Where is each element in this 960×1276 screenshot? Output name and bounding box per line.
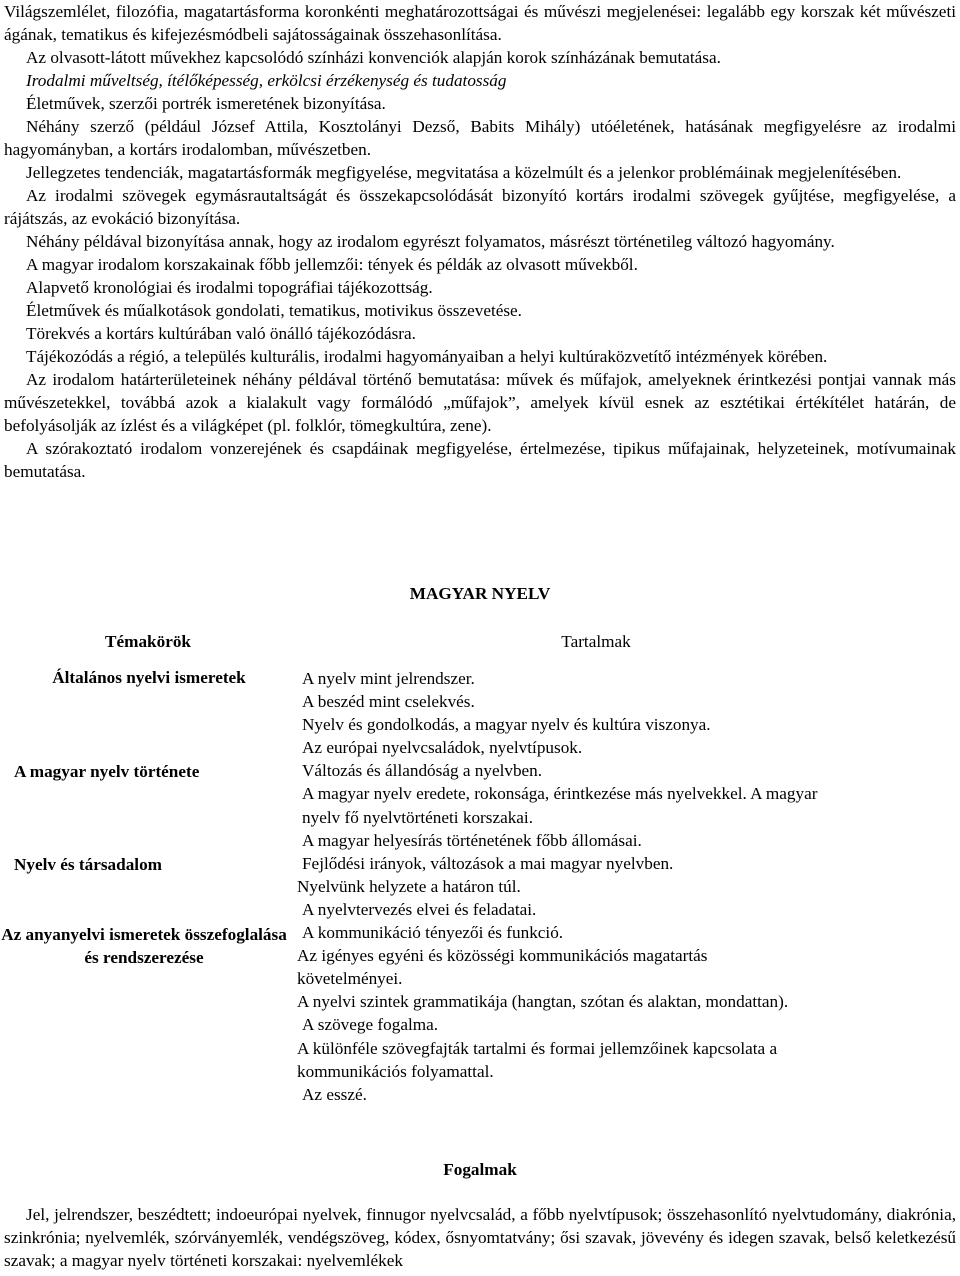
contents-list — [297, 667, 857, 1106]
content-item: Az európai nyelvcsaládok, nyelvtípusok. — [302, 738, 583, 758]
paragraph: Az irodalmi szövegek egymásrautaltságát és összekapcsolódását bizonyító kortárs irodalmi szövegek gyűjtése, megfigyelése, a rájátszás, az evokáció bizonyítása. — [4, 186, 956, 228]
intro-section — [4, 0, 956, 483]
paragraph: Néhány példával bizonyítása annak, hogy az irodalom egyrészt folyamatos, másrészt történetileg változó hagyomány. — [26, 232, 835, 251]
paragraph: Törekvés a kortárs kultúrában való önálló tájékozódásra. — [26, 324, 416, 343]
paragraph: Jellegzetes tendenciák, magatartásformák megfigyelése, megvitatása a közelmúlt és a jelenkor problémáinak megjelenítésében. — [26, 163, 902, 182]
content-item: Nyelvünk helyzete a határon túl. — [297, 876, 521, 896]
subheading-italic: Irodalmi műveltség, ítélőképesség, erkölcsi érzékenység és tudatosság — [26, 71, 507, 90]
paragraph: A szórakoztató irodalom vonzerejének és csapdáinak megfigyelése, értelmezése, tipikus műfajainak, helyzeteinek, motívumainak bemutatása. — [4, 439, 956, 481]
glossary-text: Jel, jelrendszer, beszédtett; indoeurópai nyelvek, finnugor nyelvcsalád, a főbb nyelvtípusok; összehasonlító nyelvtudomány, diakrónia, szinkrónia; nyelvemlék, szórványemlék, vendégszöveg, kódex, ősnyomtatvány; ősi szavak, jövevény és idegen szavak, belső keletkezésű szavak; a magyar nyelv történeti korszakai: nyelvemlékek — [4, 1205, 956, 1270]
content-item: Fejlődési irányok, változások a mai magyar nyelvben. — [302, 853, 674, 873]
content-item: A kommunikáció tényezői és funkció. — [302, 923, 564, 943]
content-item: Az igényes egyéni és közösségi kommunikációs magatartás követelményei. — [297, 946, 708, 989]
paragraph: Világszemlélet, filozófia, magatartásforma koronkénti meghatározottságai és művészi megjelenései: legalább egy korszak két művészeti ágának, tematikus és kifejezésmódbeli sajátosságainak összehasonlítása. — [4, 2, 956, 44]
paragraph: Az irodalom határterületeinek néhány példával történő bemutatása: művek és műfajok, amelyeknek érintkezési pontjai vannak más művészetekkel, továbbá azok a kialakult vagy formálódó „műfajok”, amelyek kívül esnek az esztétikai értékítélet határán, de befolyásolják az ízlést és a világképet (pl. folklór, tömegkultúra, zene). — [4, 370, 956, 435]
content-item: A magyar nyelv eredete, rokonsága, érintkezése más nyelvekkel. A magyar nyelv fő nyelvtörténeti korszakai. — [302, 784, 818, 827]
content-item: A nyelv mint jelrendszer. — [302, 669, 475, 688]
topic-item: Az anyanyelvi ismeretek összefoglalása és rendszerezése — [1, 925, 287, 967]
paragraph: Tájékozódás a régió, a település kulturális, irodalmi hagyományaiban a helyi kultúraközvetítő intézmények körében. — [26, 347, 828, 366]
content-item: A nyelvtervezés elvei és feladatai. — [302, 899, 537, 919]
topics-header: Témakörök — [105, 632, 191, 651]
topic-item: Általános nyelvi ismeretek — [52, 668, 246, 687]
paragraph: Az olvasott-látott művekhez kapcsolódó színházi konvenciók alapján korok színházának bemutatása. — [26, 48, 721, 67]
content-item: Nyelv és gondolkodás, a magyar nyelv és kultúra viszonya. — [302, 715, 711, 735]
content-item: A szövege fogalma. — [302, 1015, 439, 1035]
content-item: A különféle szövegfajták tartalmi és formai jellemzőinek kapcsolata a kommunikációs folyamattal. — [297, 1038, 778, 1081]
content-item: A magyar helyesírás történetének főbb állomásai. — [302, 830, 642, 850]
content-item: Az esszé. — [302, 1084, 367, 1104]
paragraph: Néhány szerző (például József Attila, Kosztolányi Dezső, Babits Mihály) utóéletének, hatásának megfigyelésre az irodalmi hagyományban, a kortárs irodalomban, művészetben. — [4, 117, 956, 159]
section-title: MAGYAR NYELV — [409, 584, 551, 603]
paragraph: Életművek és műalkotások gondolati, tematikus, motivikus összevetése. — [26, 301, 522, 320]
paragraph: Életművek, szerzői portrék ismeretének bizonyítása. — [26, 94, 386, 113]
content-item: Változás és állandóság a nyelvben. — [302, 761, 543, 781]
topic-item: A magyar nyelv története — [14, 762, 200, 781]
paragraph: A magyar irodalom korszakainak főbb jellemzői: tények és példák az olvasott művekből. — [26, 255, 638, 274]
contents-header: Tartalmak — [561, 632, 631, 651]
content-item: A nyelvi szintek grammatikája (hangtan, szótan és alaktan, mondattan). — [297, 992, 789, 1012]
topic-item: Nyelv és társadalom — [14, 855, 162, 874]
content-item: A beszéd mint cselekvés. — [302, 692, 475, 712]
glossary-title: Fogalmak — [443, 1160, 517, 1179]
paragraph: Alapvető kronológiai és irodalmi topográfiai tájékozottság. — [26, 278, 433, 297]
